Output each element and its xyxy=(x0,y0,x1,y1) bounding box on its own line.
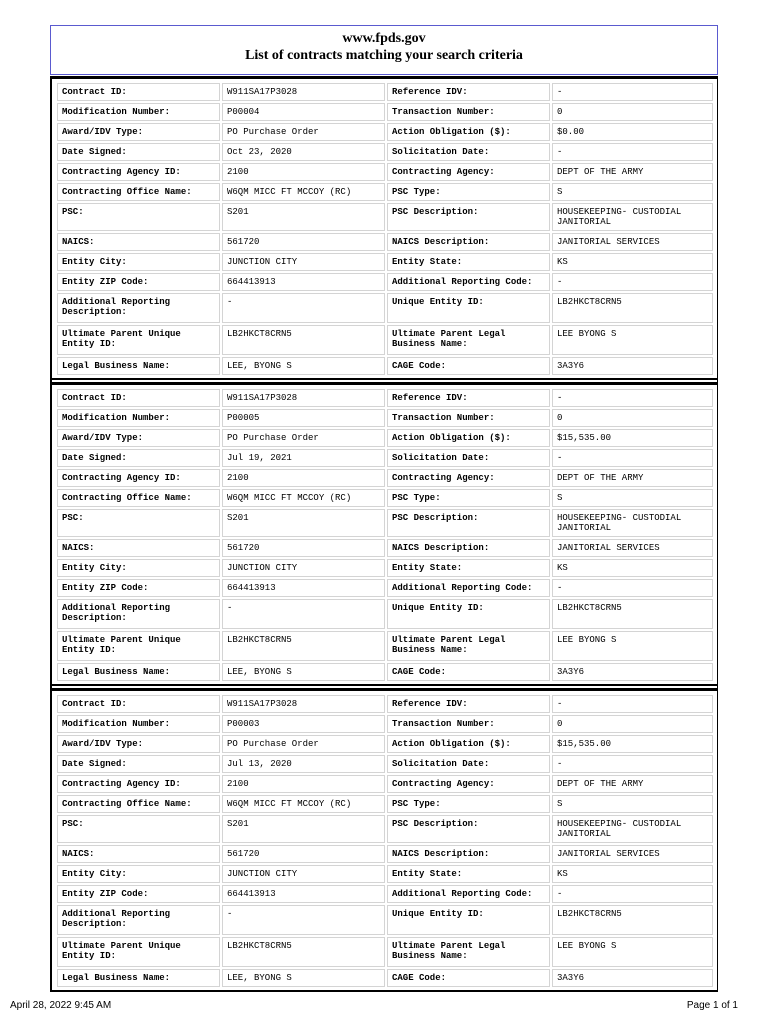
field-label: Ultimate Parent Legal Business Name: xyxy=(387,631,550,661)
field-value: 664413913 xyxy=(222,273,385,291)
field-value: - xyxy=(552,143,713,161)
table-row xyxy=(57,885,713,903)
table-row xyxy=(57,293,713,323)
field-value: 561720 xyxy=(222,845,385,863)
field-value: 2100 xyxy=(222,469,385,487)
field-label: NAICS Description: xyxy=(387,539,550,557)
field-label: Legal Business Name: xyxy=(57,357,220,375)
table-row xyxy=(57,233,713,251)
field-label: Contracting Agency: xyxy=(387,775,550,793)
field-value: 2100 xyxy=(222,163,385,181)
field-value: JANITORIAL SERVICES xyxy=(552,539,713,557)
field-label: Legal Business Name: xyxy=(57,969,220,987)
table-row xyxy=(57,755,713,773)
field-value: W6QM MICC FT MCCOY (RC) xyxy=(222,183,385,201)
table-row xyxy=(57,735,713,753)
field-label: PSC Type: xyxy=(387,795,550,813)
field-label: Contracting Office Name: xyxy=(57,183,220,201)
field-value: $15,535.00 xyxy=(552,735,713,753)
field-label: Reference IDV: xyxy=(387,389,550,407)
field-value: DEPT OF THE ARMY xyxy=(552,469,713,487)
field-label: Contract ID: xyxy=(57,389,220,407)
field-value: Jul 13, 2020 xyxy=(222,755,385,773)
field-label: Entity City: xyxy=(57,865,220,883)
field-value: 2100 xyxy=(222,775,385,793)
table-row xyxy=(57,357,713,375)
field-label: Unique Entity ID: xyxy=(387,905,550,935)
field-label: Unique Entity ID: xyxy=(387,293,550,323)
field-value: DEPT OF THE ARMY xyxy=(552,163,713,181)
field-label: PSC Type: xyxy=(387,489,550,507)
field-value: LB2HKCT8CRN5 xyxy=(552,905,713,935)
field-value: LB2HKCT8CRN5 xyxy=(222,937,385,967)
field-value: W6QM MICC FT MCCOY (RC) xyxy=(222,489,385,507)
field-value: S201 xyxy=(222,509,385,537)
field-label: NAICS: xyxy=(57,845,220,863)
contract-record-table xyxy=(55,387,715,683)
field-value: - xyxy=(552,579,713,597)
field-label: Additional Reporting Code: xyxy=(387,885,550,903)
field-label: Contracting Agency: xyxy=(387,163,550,181)
field-value: 664413913 xyxy=(222,579,385,597)
table-row xyxy=(57,253,713,271)
field-label: Ultimate Parent Legal Business Name: xyxy=(387,325,550,355)
field-value: S xyxy=(552,183,713,201)
field-label: Action Obligation ($): xyxy=(387,429,550,447)
field-value: PO Purchase Order xyxy=(222,123,385,141)
table-row xyxy=(57,123,713,141)
field-label: Contracting Agency ID: xyxy=(57,775,220,793)
field-value: - xyxy=(552,885,713,903)
field-value: - xyxy=(552,695,713,713)
field-label: Additional Reporting Description: xyxy=(57,905,220,935)
field-label: Action Obligation ($): xyxy=(387,735,550,753)
field-value: LEE, BYONG S xyxy=(222,969,385,987)
field-label: Date Signed: xyxy=(57,449,220,467)
field-value: LB2HKCT8CRN5 xyxy=(552,599,713,629)
field-value: Oct 23, 2020 xyxy=(222,143,385,161)
table-row xyxy=(57,83,713,101)
field-value: JANITORIAL SERVICES xyxy=(552,845,713,863)
table-row xyxy=(57,469,713,487)
field-label: PSC Description: xyxy=(387,815,550,843)
field-label: PSC: xyxy=(57,815,220,843)
field-value: - xyxy=(222,599,385,629)
field-value: LEE, BYONG S xyxy=(222,357,385,375)
field-label: Entity State: xyxy=(387,559,550,577)
field-value: 561720 xyxy=(222,539,385,557)
field-label: Contracting Agency: xyxy=(387,469,550,487)
field-value: 3A3Y6 xyxy=(552,357,713,375)
table-row xyxy=(57,143,713,161)
field-label: Ultimate Parent Legal Business Name: xyxy=(387,937,550,967)
field-value: KS xyxy=(552,253,713,271)
table-row xyxy=(57,509,713,537)
field-label: NAICS: xyxy=(57,539,220,557)
field-value: LEE BYONG S xyxy=(552,631,713,661)
field-label: Legal Business Name: xyxy=(57,663,220,681)
site-name: www.fpds.gov xyxy=(342,31,426,46)
field-label: Entity State: xyxy=(387,865,550,883)
field-label: PSC Type: xyxy=(387,183,550,201)
field-value: KS xyxy=(552,865,713,883)
field-value: JUNCTION CITY xyxy=(222,865,385,883)
table-row xyxy=(57,775,713,793)
field-value: S201 xyxy=(222,815,385,843)
field-label: Contracting Agency ID: xyxy=(57,163,220,181)
field-value: 0 xyxy=(552,103,713,121)
field-label: Solicitation Date: xyxy=(387,755,550,773)
table-row xyxy=(57,325,713,355)
field-value: LEE BYONG S xyxy=(552,937,713,967)
contract-record xyxy=(52,382,717,686)
field-label: Contracting Agency ID: xyxy=(57,469,220,487)
field-value: HOUSEKEEPING- CUSTODIAL JANITORIAL xyxy=(552,815,713,843)
field-value: LB2HKCT8CRN5 xyxy=(222,325,385,355)
print-timestamp: April 28, 2022 9:45 AM xyxy=(10,1000,112,1011)
field-value: LB2HKCT8CRN5 xyxy=(222,631,385,661)
field-label: Contract ID: xyxy=(57,83,220,101)
field-value: $0.00 xyxy=(552,123,713,141)
field-label: Contracting Office Name: xyxy=(57,489,220,507)
field-label: Additional Reporting Code: xyxy=(387,273,550,291)
field-label: Entity ZIP Code: xyxy=(57,885,220,903)
field-label: Entity City: xyxy=(57,253,220,271)
table-row xyxy=(57,489,713,507)
field-label: PSC: xyxy=(57,509,220,537)
table-row xyxy=(57,631,713,661)
field-value: $15,535.00 xyxy=(552,429,713,447)
table-row xyxy=(57,273,713,291)
field-label: CAGE Code: xyxy=(387,357,550,375)
field-value: HOUSEKEEPING- CUSTODIAL JANITORIAL xyxy=(552,203,713,231)
field-value: - xyxy=(552,389,713,407)
table-row xyxy=(57,163,713,181)
field-value: - xyxy=(222,905,385,935)
field-label: CAGE Code: xyxy=(387,969,550,987)
field-label: NAICS Description: xyxy=(387,845,550,863)
field-label: Additional Reporting Description: xyxy=(57,293,220,323)
field-value: 3A3Y6 xyxy=(552,969,713,987)
field-label: Entity ZIP Code: xyxy=(57,579,220,597)
table-row xyxy=(57,937,713,967)
field-label: Solicitation Date: xyxy=(387,143,550,161)
contract-record xyxy=(52,688,717,992)
field-label: Action Obligation ($): xyxy=(387,123,550,141)
field-value: JANITORIAL SERVICES xyxy=(552,233,713,251)
field-label: Additional Reporting Description: xyxy=(57,599,220,629)
table-row xyxy=(57,795,713,813)
field-value: 664413913 xyxy=(222,885,385,903)
table-row xyxy=(57,559,713,577)
field-label: Contract ID: xyxy=(57,695,220,713)
field-value: - xyxy=(222,293,385,323)
field-value: - xyxy=(552,273,713,291)
field-value: 0 xyxy=(552,409,713,427)
field-value: PO Purchase Order xyxy=(222,735,385,753)
field-value: JUNCTION CITY xyxy=(222,253,385,271)
field-value: - xyxy=(552,755,713,773)
field-value: S xyxy=(552,489,713,507)
field-value: 3A3Y6 xyxy=(552,663,713,681)
field-value: PO Purchase Order xyxy=(222,429,385,447)
field-label: Solicitation Date: xyxy=(387,449,550,467)
field-label: Entity ZIP Code: xyxy=(57,273,220,291)
field-label: Award/IDV Type: xyxy=(57,735,220,753)
field-value: - xyxy=(552,449,713,467)
field-label: Modification Number: xyxy=(57,103,220,121)
field-label: Entity City: xyxy=(57,559,220,577)
table-row xyxy=(57,815,713,843)
table-row xyxy=(57,845,713,863)
field-value: 561720 xyxy=(222,233,385,251)
field-label: Contracting Office Name: xyxy=(57,795,220,813)
table-row xyxy=(57,715,713,733)
field-value: W6QM MICC FT MCCOY (RC) xyxy=(222,795,385,813)
field-value: 0 xyxy=(552,715,713,733)
contract-record-table xyxy=(55,693,715,989)
field-label: Transaction Number: xyxy=(387,715,550,733)
field-label: Additional Reporting Code: xyxy=(387,579,550,597)
field-label: Transaction Number: xyxy=(387,409,550,427)
table-row xyxy=(57,663,713,681)
field-value: DEPT OF THE ARMY xyxy=(552,775,713,793)
field-label: Transaction Number: xyxy=(387,103,550,121)
table-row xyxy=(57,389,713,407)
field-label: Modification Number: xyxy=(57,409,220,427)
table-row xyxy=(57,695,713,713)
field-value: P00003 xyxy=(222,715,385,733)
field-value: HOUSEKEEPING- CUSTODIAL JANITORIAL xyxy=(552,509,713,537)
field-label: CAGE Code: xyxy=(387,663,550,681)
field-label: Unique Entity ID: xyxy=(387,599,550,629)
field-label: Reference IDV: xyxy=(387,83,550,101)
field-label: Ultimate Parent Unique Entity ID: xyxy=(57,937,220,967)
field-value: W911SA17P3028 xyxy=(222,83,385,101)
field-value: W911SA17P3028 xyxy=(222,695,385,713)
contract-record-table xyxy=(55,81,715,377)
field-value: LEE, BYONG S xyxy=(222,663,385,681)
field-label: Ultimate Parent Unique Entity ID: xyxy=(57,631,220,661)
field-label: Reference IDV: xyxy=(387,695,550,713)
table-row xyxy=(57,579,713,597)
table-row xyxy=(57,409,713,427)
field-value: P00004 xyxy=(222,103,385,121)
field-label: Award/IDV Type: xyxy=(57,123,220,141)
contract-records xyxy=(50,76,718,992)
field-label: PSC Description: xyxy=(387,203,550,231)
field-value: JUNCTION CITY xyxy=(222,559,385,577)
field-value: Jul 19, 2021 xyxy=(222,449,385,467)
field-value: KS xyxy=(552,559,713,577)
contract-record xyxy=(52,76,717,380)
table-row xyxy=(57,103,713,121)
field-value: W911SA17P3028 xyxy=(222,389,385,407)
field-label: Date Signed: xyxy=(57,143,220,161)
field-label: NAICS: xyxy=(57,233,220,251)
field-label: PSC: xyxy=(57,203,220,231)
page-number: Page 1 of 1 xyxy=(686,1000,738,1011)
table-row xyxy=(57,539,713,557)
field-value: S201 xyxy=(222,203,385,231)
table-row xyxy=(57,905,713,935)
table-row xyxy=(57,599,713,629)
page-header xyxy=(50,25,718,75)
field-value: LB2HKCT8CRN5 xyxy=(552,293,713,323)
field-label: Ultimate Parent Unique Entity ID: xyxy=(57,325,220,355)
field-label: Entity State: xyxy=(387,253,550,271)
page-title: List of contracts matching your search criteria xyxy=(245,48,523,63)
table-row xyxy=(57,183,713,201)
field-value: - xyxy=(552,83,713,101)
field-value: LEE BYONG S xyxy=(552,325,713,355)
table-row xyxy=(57,449,713,467)
table-row xyxy=(57,969,713,987)
field-value: P00005 xyxy=(222,409,385,427)
field-label: PSC Description: xyxy=(387,509,550,537)
table-row xyxy=(57,865,713,883)
field-label: Award/IDV Type: xyxy=(57,429,220,447)
field-label: Date Signed: xyxy=(57,755,220,773)
table-row xyxy=(57,203,713,231)
field-label: NAICS Description: xyxy=(387,233,550,251)
field-label: Modification Number: xyxy=(57,715,220,733)
field-value: S xyxy=(552,795,713,813)
table-row xyxy=(57,429,713,447)
